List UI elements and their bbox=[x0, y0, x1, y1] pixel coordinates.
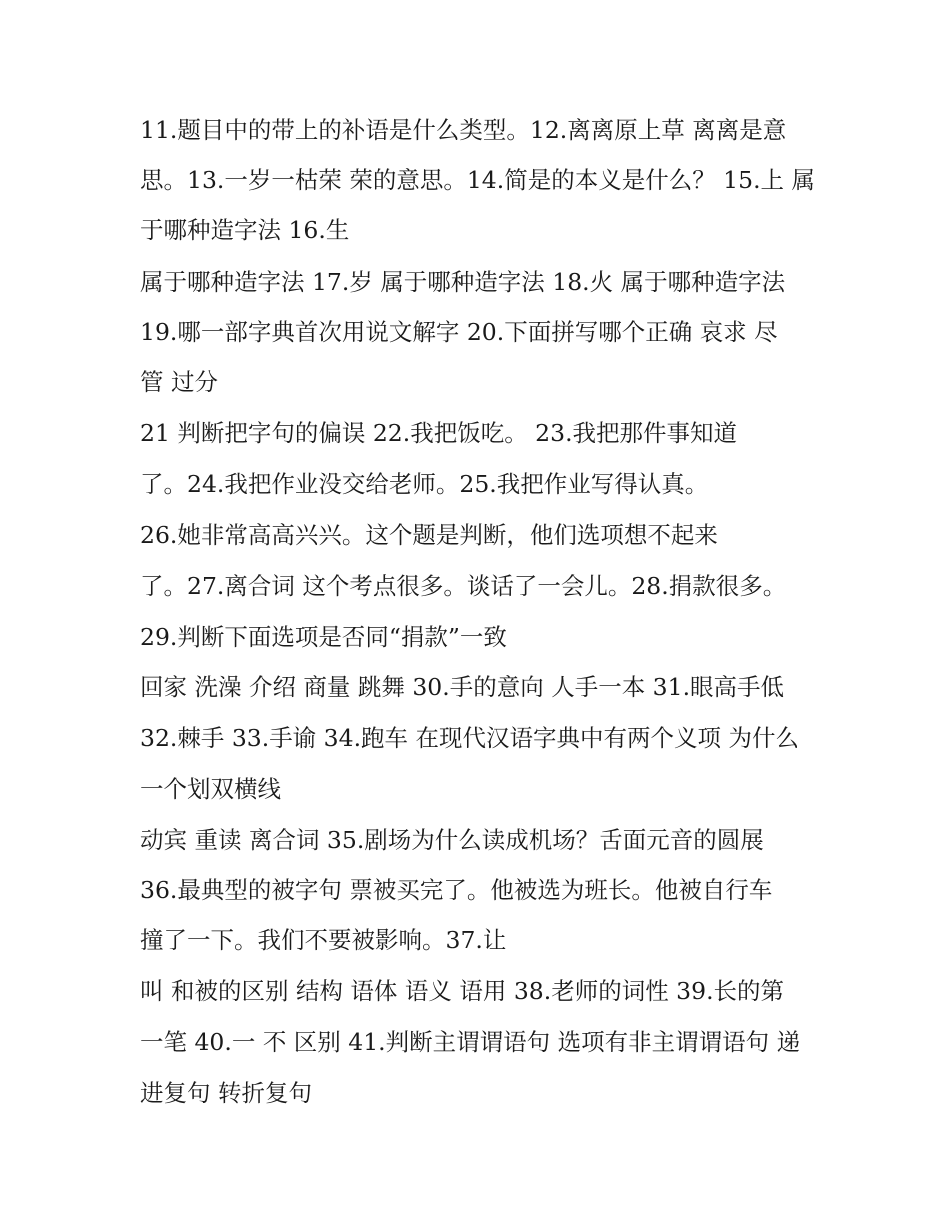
text-line: 了。24.我把作业没交给老师。25.我把作业写得认真。 bbox=[140, 470, 709, 498]
text-line: 36.最典型的被字句 票被买完了。他被选为班长。他被自行车 bbox=[140, 876, 773, 904]
text-line: 11.题目中的带上的补语是什么类型。12.离离原上草 离离是意 bbox=[140, 116, 787, 144]
text-line: 进复句 转折复句 bbox=[140, 1079, 312, 1107]
text-line: 思。13.一岁一枯荣 荣的意思。14.简是的本义是什么？ 15.上 属 bbox=[140, 166, 816, 194]
text-line: 一笔 40.一 不 区别 41.判断主谓谓语句 选项有非主谓谓语句 递 bbox=[140, 1028, 801, 1056]
text-line: 19.哪一部字典首次用说文解字 20.下面拼写哪个正确 哀求 尽 bbox=[140, 318, 778, 346]
text-line: 26.她非常高高兴兴。这个题是判断，他们选项想不起来 bbox=[140, 521, 718, 549]
text-line: 了。27.离合词 这个考点很多。谈话了一会儿。28.捐款很多。 bbox=[140, 572, 787, 600]
text-line: 一个划双横线 bbox=[140, 775, 281, 803]
text-line: 动宾 重读 离合词 35.剧场为什么读成机场？舌面元音的圆展 bbox=[140, 826, 764, 854]
text-line: 撞了一下。我们不要被影响。37.让 bbox=[140, 926, 507, 954]
text-line: 29.判断下面选项是否同“捐款”一致 bbox=[140, 623, 507, 651]
text-line: 属于哪种造字法 17.岁 属于哪种造字法 18.火 属于哪种造字法 bbox=[140, 268, 786, 296]
text-line: 管 过分 bbox=[140, 368, 218, 396]
text-line: 于哪种造字法 16.生 bbox=[140, 216, 350, 244]
text-line: 32.棘手 33.手谕 34.跑车 在现代汉语字典中有两个义项 为什么 bbox=[140, 724, 799, 752]
text-line: 叫 和被的区别 结构 语体 语义 语用 38.老师的词性 39.长的第 bbox=[140, 977, 785, 1005]
text-line: 21 判断把字句的偏误 22.我把饭吃。 23.我把那件事知道 bbox=[140, 419, 738, 447]
text-line: 回家 洗澡 介绍 商量 跳舞 30.手的意向 人手一本 31.眼高手低 bbox=[140, 673, 785, 701]
